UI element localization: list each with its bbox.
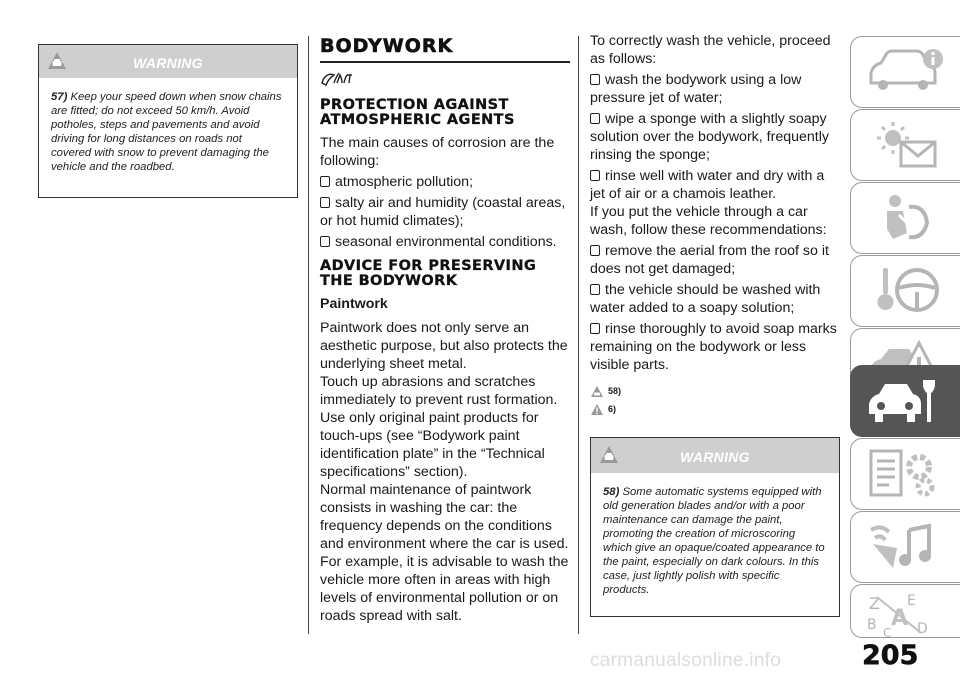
list-item (590, 242, 840, 278)
note-reference[interactable] (590, 400, 840, 418)
warning-car-icon (47, 51, 67, 71)
list-item-text: wipe a sponge with a slightly soapy solution over the bodywork, frequently rinsing the sponge; (590, 111, 829, 163)
warning-body-text: Some automatic systems equipped with old generation blades and/or with a poor maintenance can damage the paint, promoting the creation of microscoring which give an opaque/coated appearance to the paint, especially on dark colours. In this case, just lightly polish with specific products. (603, 486, 825, 596)
subtitle-protection: PROTECTION AGAINST ATMOSPHERIC AGENTS (320, 97, 515, 128)
bullet-box-icon (590, 323, 600, 334)
right-column (590, 32, 840, 418)
carwash-intro: If you put the vehicle through a car wash, follow these recommendations: (590, 204, 827, 238)
airbag-safety-icon (863, 189, 947, 245)
tab-maintenance[interactable] (850, 365, 960, 437)
list-item (320, 173, 570, 191)
car-info-icon (863, 43, 947, 99)
tab-index[interactable] (850, 584, 960, 638)
warning-lights-icon (863, 116, 947, 172)
warning-body-text: Keep your speed down when snow chains are fitted; do not exceed 50 km/h. Avoid potholes, steps and pavements and avoid driving for long distances on roads not covered with snow to prevent damaging the vehicle and the roadbed. (51, 91, 282, 173)
center-column (320, 36, 570, 625)
causes-intro: The main causes of corrosion are the following: (320, 135, 555, 169)
watermark: carmanualsonline.info (590, 650, 782, 671)
warning-text (39, 78, 297, 184)
bullet-box-icon (590, 113, 600, 124)
list-item-text: the vehicle should be washed with water added to a soapy solution; (590, 282, 821, 316)
page-number: 205 (862, 640, 919, 671)
technical-data-icon (863, 445, 947, 501)
section-title: BODYWORK (320, 35, 454, 57)
paintwork-paragraph: Normal maintenance of paintwork consists in washing the car: the frequency depends on the conditions and environment where the car is used. (320, 482, 569, 552)
warning-reference[interactable] (590, 382, 840, 400)
warning-box-58 (590, 437, 840, 617)
note-ref-label: 6) (608, 404, 617, 414)
bullet-box-icon (590, 284, 600, 295)
bullet-box-icon (320, 197, 330, 208)
warning-text (591, 473, 839, 607)
list-item-text: rinse well with water and dry with a jet of air or a chamois leather. (590, 168, 825, 202)
alphabetical-index-icon (863, 591, 947, 637)
paintwork-paragraph: Paintwork does not only serve an aesthetic purpose, but also protects the underlying sheet metal. (320, 320, 568, 372)
warning-box-57 (38, 44, 298, 198)
warning-title: WARNING (133, 55, 203, 71)
paintwork-paragraph: Touch up abrasions and scratches immediately to prevent rust formation. (320, 374, 558, 408)
list-item-text: rinse thoroughly to avoid soap marks remaining on the bodywork or less visible parts. (590, 321, 837, 373)
tab-starting-driving[interactable] (850, 255, 960, 327)
list-item-text: remove the aerial from the roof so it does not get damaged; (590, 243, 829, 277)
list-item (590, 167, 840, 203)
warning-ref-label: 58) (608, 386, 622, 396)
svg-text:A: A (891, 606, 909, 631)
bullet-box-icon (590, 170, 600, 181)
list-item-text: wash the bodywork using a low pressure jet of water; (590, 72, 802, 106)
svg-text:C: C (883, 626, 892, 637)
steering-wheel-key-icon (863, 262, 947, 318)
attention-triangle-icon (590, 403, 604, 416)
bullet-box-icon (320, 176, 330, 187)
paintwork-paragraph: For example, it is advisable to wash the vehicle more often in areas with high levels of environmental pollution or on roads spread with salt. (320, 554, 569, 624)
svg-text:B: B (867, 617, 877, 633)
tab-car-info[interactable] (850, 36, 960, 108)
section-rule (320, 61, 570, 63)
warning-ref: 57) (51, 91, 68, 103)
list-item-text: atmospheric pollution; (335, 174, 474, 190)
warning-car-icon (599, 445, 619, 465)
multimedia-icon (863, 518, 947, 574)
bullet-box-icon (590, 74, 600, 85)
column-divider-2 (578, 36, 579, 634)
warning-ref: 58) (603, 486, 620, 498)
warning-title: WARNING (680, 449, 750, 465)
tab-multimedia[interactable] (850, 511, 960, 583)
list-item (590, 281, 840, 317)
list-item (320, 194, 570, 230)
subtitle-advice: ADVICE FOR PRESERVING THE BODYWORK (320, 258, 537, 289)
bullet-box-icon (590, 245, 600, 256)
tab-warning-lights[interactable] (850, 109, 960, 181)
list-item-text: salty air and humidity (coastal areas, or hot humid climates); (320, 195, 566, 229)
bullet-box-icon (320, 236, 330, 247)
warning-header (39, 45, 297, 78)
svg-text:D: D (917, 621, 928, 637)
list-item (590, 71, 840, 107)
tab-technical-data[interactable] (850, 438, 960, 510)
paintwork-paragraph: Use only original paint products for touch-ups (see “Bodywork paint identification plate” in the “Technical specifications” section). (320, 410, 545, 480)
list-item-text: seasonal environmental conditions. (335, 234, 557, 250)
warning-triangle-icon (590, 385, 604, 398)
list-item (590, 110, 840, 164)
list-item (320, 233, 570, 251)
eco-leaf-icon (320, 69, 358, 89)
car-maintenance-icon (863, 372, 947, 428)
svg-text:Z: Z (869, 594, 880, 613)
paintwork-heading: Paintwork (320, 296, 388, 312)
column-divider-1 (308, 36, 309, 634)
svg-text:E: E (907, 593, 916, 609)
wash-intro: To correctly wash the vehicle, proceed as follows: (590, 33, 831, 67)
list-item (590, 320, 840, 374)
warning-header (591, 438, 839, 473)
tab-safety[interactable] (850, 182, 960, 254)
